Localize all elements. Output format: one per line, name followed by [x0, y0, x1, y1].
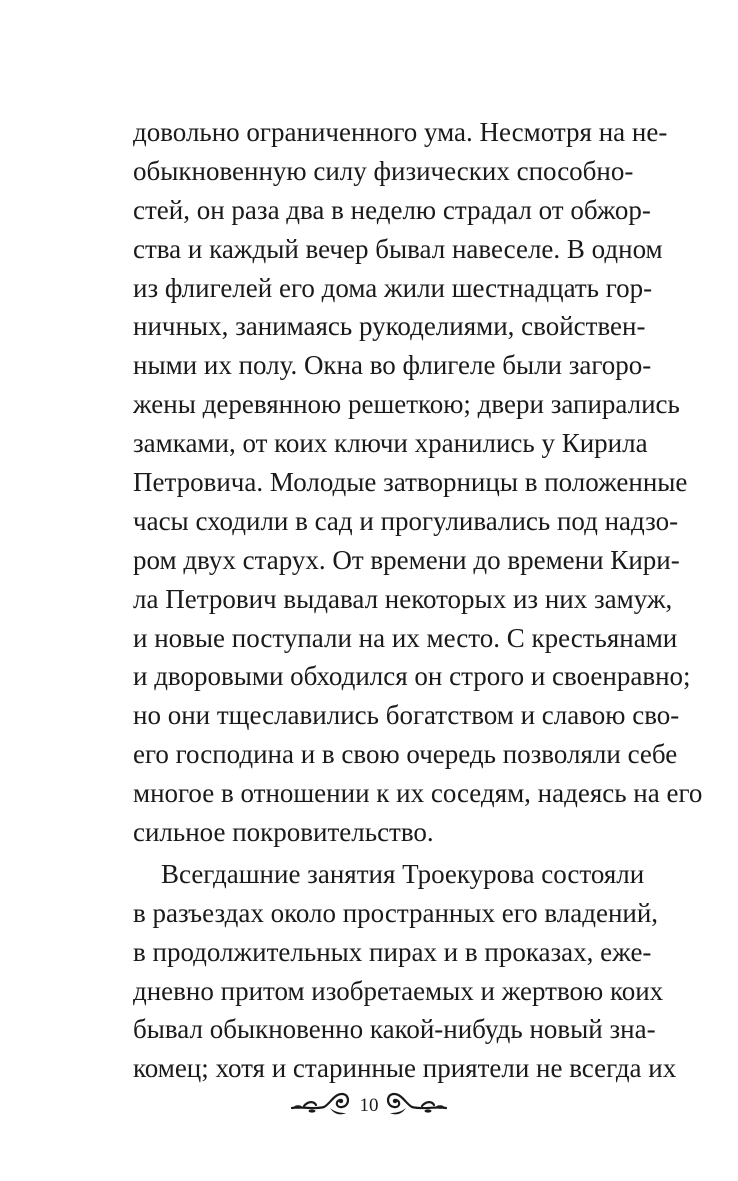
text-line: комец; хотя и старинные приятели не всегда их	[133, 1053, 677, 1084]
text-line: из флигелей его дома жили шестнадцать гор-	[133, 272, 653, 303]
text-line: бывал обыкновенно какой-нибудь новый зна-	[133, 1014, 656, 1045]
text-line: и дворовыми обходился он строго и своенравно;	[133, 661, 691, 692]
text-line-paragraph-start: Всегдашние занятия Троекурова состояли	[161, 858, 645, 889]
text-line: ными их полу. Окна во флигеле были загоро-	[133, 350, 652, 381]
text-line: ром двух старух. От времени до времени Кири-	[133, 544, 680, 575]
text-line: замками, от коих ключи хранились у Кирила	[133, 428, 648, 459]
scroll-ornament-left-icon	[290, 1086, 352, 1126]
text-line: многое в отношении к их соседям, надеясь на его	[133, 778, 703, 809]
text-line: и новые поступали на их место. С крестьянами	[133, 622, 678, 653]
text-line: в разъездах около пространных его владений,	[133, 897, 659, 928]
text-line: его господина и в свою очередь позволяли себе	[133, 739, 678, 770]
text-line: но они тщеславились богатством и славою сво-	[133, 700, 680, 731]
text-line: довольно ограниченного ума. Несмотря на не-	[133, 117, 668, 147]
text-line: ства и каждый вечер бывал навеселе. В одном	[133, 233, 663, 264]
text-line: ла Петрович выдавал некоторых из них замуж,	[133, 583, 673, 614]
body-text	[133, 113, 703, 1088]
text-line: дневно притом изобретаемых и жертвою коих	[133, 975, 664, 1006]
text-line: обыкновенную силу физических способно-	[133, 155, 634, 186]
text-line: стей, он раза два в неделю страдал от обжор-	[133, 194, 651, 225]
text-line-paragraph-end: сильное покровительство.	[133, 817, 434, 848]
scroll-ornament-right-icon	[384, 1086, 448, 1126]
page-footer	[0, 1086, 738, 1126]
text-line: часы сходили в сад и прогуливались под надзо-	[133, 505, 679, 536]
page-number: 10	[359, 1095, 379, 1116]
text-line: ничных, занимаясь рукоделиями, свойствен-	[133, 311, 646, 342]
text-line: в продолжительных пирах и в проказах, еже-	[133, 936, 652, 967]
text-line: Петровича. Молодые затворницы в положенные	[133, 467, 688, 498]
text-line: жены деревянною решеткою; двери запирались	[133, 389, 680, 420]
